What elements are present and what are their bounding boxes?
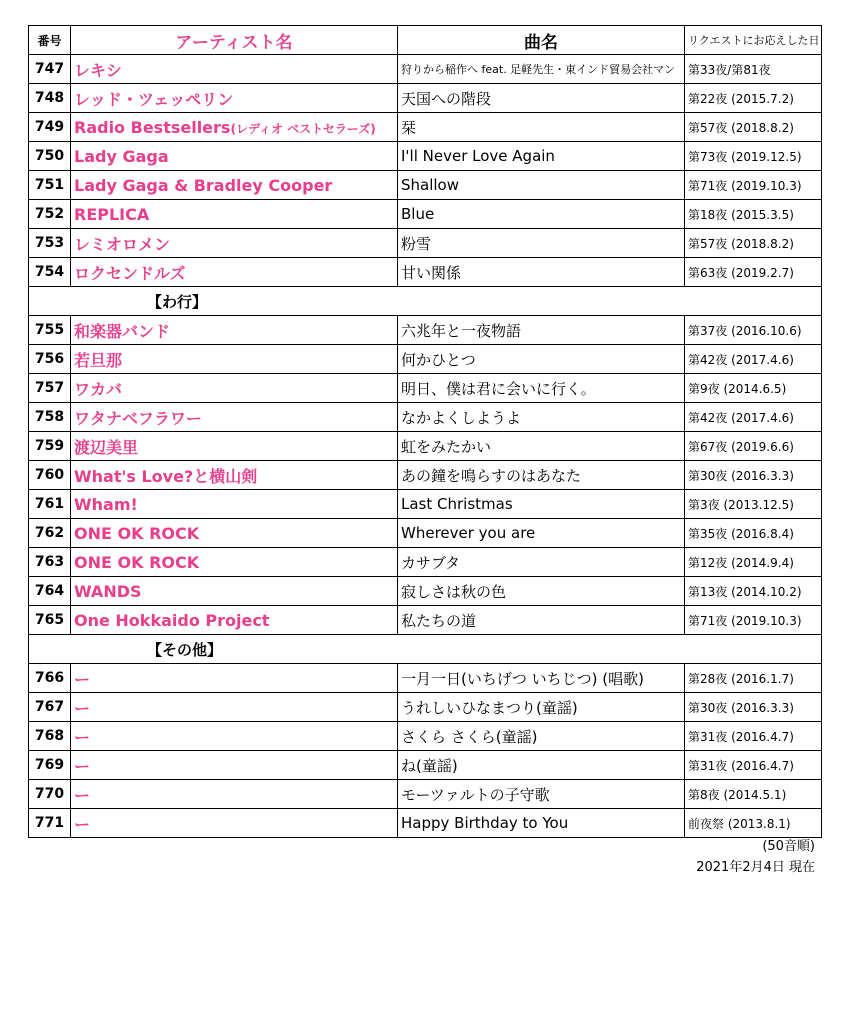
row-artist [71, 84, 398, 113]
row-date: 第37夜 (2016.10.6) [685, 316, 822, 345]
row-artist [71, 171, 398, 200]
header-artist: アーティスト名 [71, 26, 398, 55]
row-number: 770 [29, 780, 71, 809]
artist-name: ー [74, 814, 91, 834]
row-artist [71, 316, 398, 345]
artist-name: Lady Gaga & Bradley Cooper [74, 175, 333, 195]
row-number: 751 [29, 171, 71, 200]
table-row [29, 403, 822, 432]
artist-name: ONE OK ROCK [74, 523, 200, 543]
artist-name: ー [74, 785, 91, 805]
row-song: 六兆年と一夜物語 [398, 316, 685, 345]
row-song: Last Christmas [398, 490, 685, 519]
row-number: 769 [29, 751, 71, 780]
artist-name: ワカバ [74, 379, 123, 399]
table-row [29, 55, 822, 84]
row-date: 第35夜 (2016.8.4) [685, 519, 822, 548]
table-row [29, 432, 822, 461]
row-artist [71, 258, 398, 287]
row-song: Shallow [398, 171, 685, 200]
footnote-order: (50音順) [762, 839, 815, 854]
row-song: さくら さくら(童謡) [398, 722, 685, 751]
artist-name: One Hokkaido Project [74, 610, 270, 630]
row-number: 757 [29, 374, 71, 403]
row-song: Wherever you are [398, 519, 685, 548]
row-artist [71, 55, 398, 84]
table-row [29, 345, 822, 374]
row-date: 第71夜 (2019.10.3) [685, 606, 822, 635]
row-song: I'll Never Love Again [398, 142, 685, 171]
table-row [29, 200, 822, 229]
table-row [29, 519, 822, 548]
header-number: 番号 [29, 26, 71, 55]
artist-name: レミオロメン [74, 234, 171, 254]
table-row [29, 548, 822, 577]
row-artist [71, 693, 398, 722]
table-row [29, 722, 822, 751]
row-number: 764 [29, 577, 71, 606]
row-date: 第63夜 (2019.2.7) [685, 258, 822, 287]
artist-name: ロクセンドルズ [74, 263, 186, 283]
section-row-wa [29, 287, 822, 316]
row-artist [71, 606, 398, 635]
artist-name: ー [74, 669, 91, 689]
row-date: 第67夜 (2019.6.6) [685, 432, 822, 461]
artist-name: Radio Bestsellers [74, 117, 231, 137]
row-number: 771 [29, 809, 71, 838]
row-number: 755 [29, 316, 71, 345]
row-date: 第30夜 (2016.3.3) [685, 693, 822, 722]
row-number: 763 [29, 548, 71, 577]
row-number: 753 [29, 229, 71, 258]
row-date: 第31夜 (2016.4.7) [685, 722, 822, 751]
table-row [29, 316, 822, 345]
row-artist [71, 490, 398, 519]
row-artist [71, 577, 398, 606]
row-artist [71, 664, 398, 693]
table-row [29, 229, 822, 258]
row-date: 第57夜 (2018.8.2) [685, 113, 822, 142]
row-song: 甘い関係 [398, 258, 685, 287]
row-artist [71, 142, 398, 171]
row-number: 748 [29, 84, 71, 113]
table-row [29, 171, 822, 200]
row-number: 749 [29, 113, 71, 142]
table-row [29, 809, 822, 838]
row-artist [71, 809, 398, 838]
table-row [29, 751, 822, 780]
row-number: 759 [29, 432, 71, 461]
table-row [29, 142, 822, 171]
row-number: 756 [29, 345, 71, 374]
row-song: カサブタ [398, 548, 685, 577]
row-date: 第71夜 (2019.10.3) [685, 171, 822, 200]
row-date: 第73夜 (2019.12.5) [685, 142, 822, 171]
table-body-ra-gyou [29, 55, 822, 287]
row-artist [71, 229, 398, 258]
table-row [29, 577, 822, 606]
row-artist [71, 780, 398, 809]
table-row [29, 693, 822, 722]
row-date: 第22夜 (2015.7.2) [685, 84, 822, 113]
artist-name: What's Love?と横山剣 [74, 466, 258, 486]
row-date: 第28夜 (2016.1.7) [685, 664, 822, 693]
artist-name: 渡辺美里 [74, 437, 139, 457]
row-artist [71, 548, 398, 577]
row-artist [71, 113, 398, 142]
row-number: 758 [29, 403, 71, 432]
row-artist [71, 403, 398, 432]
row-date: 第8夜 (2014.5.1) [685, 780, 822, 809]
row-artist [71, 519, 398, 548]
row-number: 768 [29, 722, 71, 751]
row-date: 前夜祭 (2013.8.1) [685, 809, 822, 838]
row-song: 一月一日(いちげつ いちじつ) (唱歌) [398, 664, 685, 693]
row-number: 760 [29, 461, 71, 490]
table-row [29, 374, 822, 403]
row-date: 第18夜 (2015.3.5) [685, 200, 822, 229]
table-row [29, 84, 822, 113]
row-number: 766 [29, 664, 71, 693]
artist-name: 和楽器バンド [74, 321, 171, 341]
row-song: Happy Birthday to You [398, 809, 685, 838]
table-row [29, 113, 822, 142]
row-number: 747 [29, 55, 71, 84]
table-header-row [29, 26, 822, 55]
row-song: 天国への階段 [398, 84, 685, 113]
row-artist [71, 374, 398, 403]
row-song: 私たちの道 [398, 606, 685, 635]
artist-name: レッド・ツェッペリン [74, 89, 234, 109]
row-date: 第42夜 (2017.4.6) [685, 345, 822, 374]
section-row-other [29, 635, 822, 664]
row-song: 寂しさは秋の色 [398, 577, 685, 606]
row-song: ね(童謡) [398, 751, 685, 780]
table-row [29, 664, 822, 693]
table-body-other [29, 664, 822, 838]
artist-name: ー [74, 756, 91, 776]
row-artist [71, 722, 398, 751]
section-label-wa: 【わ行】 [29, 287, 822, 316]
row-artist [71, 751, 398, 780]
row-song: 明日、僕は君に会いに行く。 [398, 374, 685, 403]
row-song: 虹をみたかい [398, 432, 685, 461]
row-number: 762 [29, 519, 71, 548]
row-number: 754 [29, 258, 71, 287]
table-row [29, 258, 822, 287]
table-body-wa-gyou [29, 316, 822, 635]
row-number: 752 [29, 200, 71, 229]
row-date: 第33夜/第81夜 [685, 55, 822, 84]
row-song: 粉雪 [398, 229, 685, 258]
row-date: 第3夜 (2013.12.5) [685, 490, 822, 519]
artist-name: Wham! [74, 494, 138, 514]
row-date: 第42夜 (2017.4.6) [685, 403, 822, 432]
header-date: リクエストにお応えした日 [685, 26, 822, 55]
row-artist [71, 461, 398, 490]
row-artist [71, 432, 398, 461]
row-song: 栞 [398, 113, 685, 142]
row-song: モーツァルトの子守歌 [398, 780, 685, 809]
row-number: 767 [29, 693, 71, 722]
artist-name: WANDS [74, 581, 142, 601]
row-date: 第57夜 (2018.8.2) [685, 229, 822, 258]
artist-name: REPLICA [74, 204, 150, 224]
section-label-other: 【その他】 [29, 635, 822, 664]
table-row [29, 606, 822, 635]
row-date: 第12夜 (2014.9.4) [685, 548, 822, 577]
artist-name: ONE OK ROCK [74, 552, 200, 572]
row-song: 何かひとつ [398, 345, 685, 374]
table-row [29, 490, 822, 519]
artist-reading: (レディオ ベストセラーズ) [230, 121, 376, 136]
artist-name: ー [74, 727, 91, 747]
row-song: あの鐘を鳴らすのはあなた [398, 461, 685, 490]
row-song: うれしいひなまつり(童謡) [398, 693, 685, 722]
artist-name: ー [74, 698, 91, 718]
header-song: 曲名 [398, 26, 685, 55]
row-number: 750 [29, 142, 71, 171]
footnote-date: 2021年2月4日 現在 [696, 860, 815, 875]
row-date: 第30夜 (2016.3.3) [685, 461, 822, 490]
row-date: 第13夜 (2014.10.2) [685, 577, 822, 606]
table-row [29, 461, 822, 490]
row-song: なかよくしようよ [398, 403, 685, 432]
artist-name: ワタナベフラワー [74, 408, 202, 428]
row-number: 761 [29, 490, 71, 519]
row-date: 第31夜 (2016.4.7) [685, 751, 822, 780]
row-song: 狩りから稲作へ feat. 足軽先生・東インド貿易会社マン [398, 55, 685, 84]
row-artist [71, 345, 398, 374]
artist-name: 若旦那 [74, 350, 123, 370]
table-row [29, 780, 822, 809]
song-request-table [28, 25, 822, 838]
row-song: Blue [398, 200, 685, 229]
row-number: 765 [29, 606, 71, 635]
row-date: 第9夜 (2014.6.5) [685, 374, 822, 403]
row-artist [71, 200, 398, 229]
artist-name: Lady Gaga [74, 146, 169, 166]
artist-name: レキシ [74, 60, 122, 80]
